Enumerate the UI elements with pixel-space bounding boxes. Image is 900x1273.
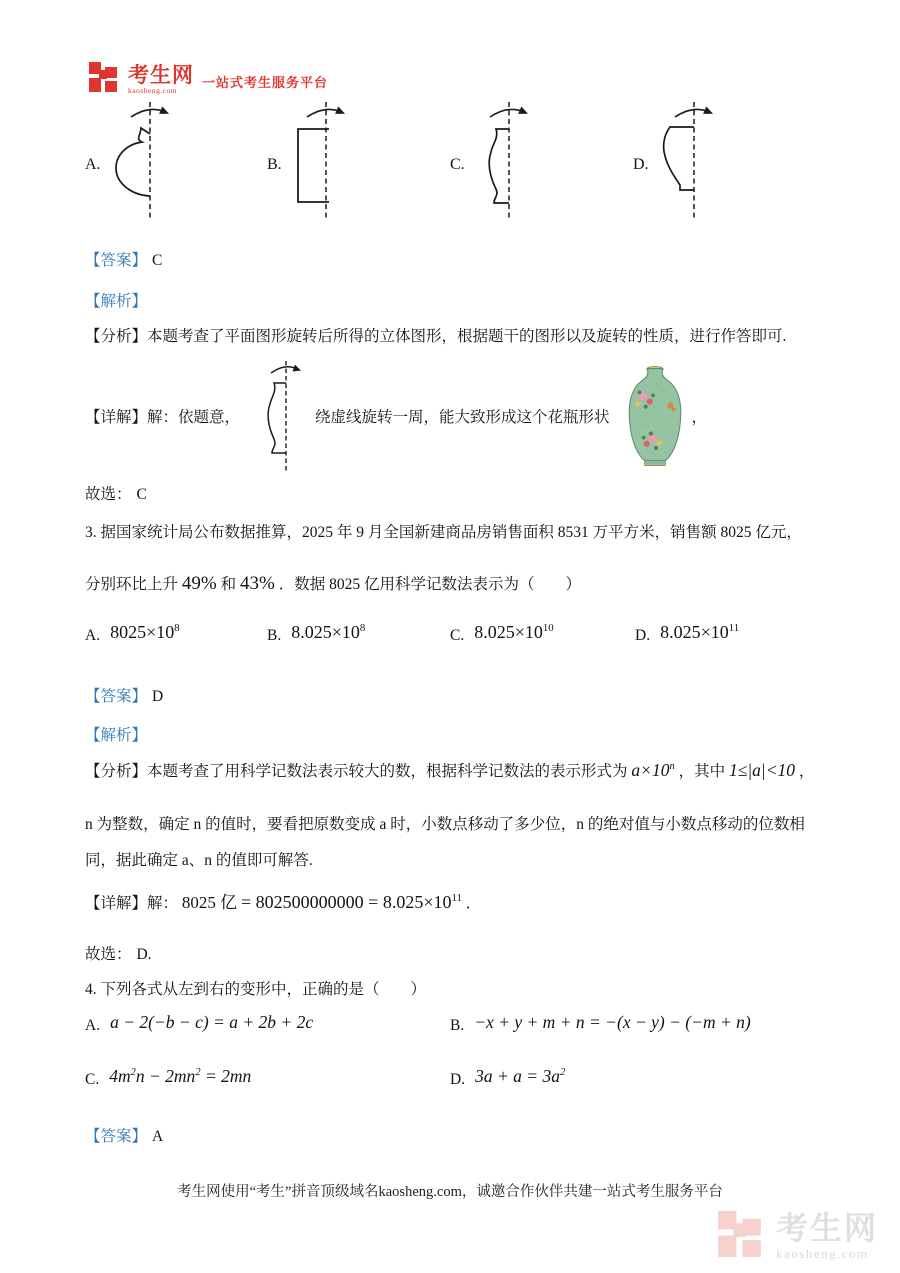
q3-option-d xyxy=(635,622,739,645)
option-formula: $4m^2n - 2mn^2 = 2mn$ xyxy=(109,1066,252,1086)
q3-answer-line xyxy=(85,684,163,706)
q2-figure-a xyxy=(95,98,175,223)
q2-conclusion-line xyxy=(85,482,147,504)
option-label: D. xyxy=(635,627,651,644)
q2-detail-figure xyxy=(246,358,306,474)
answer-value: A xyxy=(152,1128,164,1145)
q2-detail-row xyxy=(85,357,707,475)
conclusion-label: 故选： xyxy=(85,946,132,963)
q3-option-a xyxy=(85,622,180,645)
conclusion-answer: D. xyxy=(136,946,152,963)
q4-option-b xyxy=(450,1012,751,1035)
q3-detail-pre: 【详解】解： xyxy=(85,895,179,912)
answer-value: C xyxy=(152,252,163,269)
q2-detail-post: ， xyxy=(691,409,708,426)
option-formula: $8.025\times 10^8$ xyxy=(291,622,366,642)
q4-option-d xyxy=(450,1066,565,1089)
vase-photo xyxy=(622,364,688,468)
jiexi-label: 【解析】 xyxy=(85,727,148,744)
answer-value: D xyxy=(152,688,164,705)
q2-jiexi-line xyxy=(85,289,147,311)
option-formula: $8.025\times 10^{10}$ xyxy=(474,622,554,642)
header-logo xyxy=(88,60,328,94)
option-label: B. xyxy=(450,1017,465,1034)
option-formula: −x + y + m + n = −(x − y) − (−m + n) xyxy=(474,1012,751,1032)
q3-conclusion-line xyxy=(85,942,152,964)
q4-answer-line xyxy=(85,1124,163,1146)
q3-detail-line xyxy=(85,888,481,913)
watermark-logo xyxy=(716,1208,878,1260)
q3-option-c xyxy=(450,622,554,645)
q3-fenxi-formula2: 1≤|a|<10 xyxy=(728,760,796,780)
brand-tagline: 一站式考生服务平台 xyxy=(202,75,329,90)
watermark-domain: kaosheng.com xyxy=(776,1246,869,1261)
q3-pct2: 43% xyxy=(239,573,275,594)
q3-fenxi-pre: 【分析】本题考查了用科学记数法表示较大的数，根据科学记数法的表示形式为 xyxy=(85,763,628,780)
profile-shape xyxy=(298,129,329,202)
option-label: A. xyxy=(85,1017,101,1034)
conclusion-label: 故选： xyxy=(85,486,132,503)
q3-pct1: 49% xyxy=(181,573,217,594)
q3-jiexi-line xyxy=(85,723,147,745)
kaosheng-watermark-icon xyxy=(716,1208,766,1260)
brand-block xyxy=(128,62,194,95)
q2-option-b-label: B. xyxy=(267,156,282,173)
q2-answer-line xyxy=(85,248,162,270)
q3-detail-post: ． xyxy=(465,895,482,912)
footer-text: 考生网使用“考生”拼音顶级域名kaosheng.com，诚邀合作伙伴共建一站式考生服务平台 xyxy=(177,1184,723,1200)
q3-fenxi-post: ， xyxy=(798,763,815,780)
q3-fenxi-formula1: $a\times 10^n$ xyxy=(631,760,675,780)
q2-figure-c xyxy=(454,98,534,223)
q2-option-a-label: A. xyxy=(85,156,101,173)
q3-stem-line1: 3. 据国家统计局公布数据推算，2025 年 9 月全国新建商品房销售面积 8531 万平方米，销售额 8025 亿元， xyxy=(85,524,802,541)
option-formula: a − 2(−b − c) = a + 2b + 2c xyxy=(110,1012,314,1032)
q2-option-d-label: D. xyxy=(633,156,649,173)
q3-detail-num: 8025 亿 xyxy=(181,893,238,912)
q3-stem-post: ．数据 8025 亿用科学记数法表示为（ ） xyxy=(278,576,581,593)
q3-fenxi-mid: ，其中 xyxy=(678,763,726,780)
rotation-arrowhead xyxy=(293,365,302,372)
q2-detail-pre: 【详解】解：依题意， xyxy=(85,409,241,426)
q2-fenxi-line: 【分析】本题考查了平面图形旋转后所得的立体图形，根据题干的图形以及旋转的性质，进行作答即可. xyxy=(85,328,787,345)
option-label: D. xyxy=(450,1071,466,1088)
q2-option-c-label: C. xyxy=(450,156,465,173)
q3-stem-line2 xyxy=(85,572,581,595)
conclusion-answer: C xyxy=(136,486,147,503)
option-formula: $3a + a = 3a^2$ xyxy=(475,1066,566,1086)
brand-name: 考生网 xyxy=(128,62,194,87)
q4-option-c xyxy=(85,1066,251,1089)
watermark-brand: 考生网 xyxy=(776,1210,879,1246)
profile-shape xyxy=(268,383,286,453)
option-formula: $8025\times 10^8$ xyxy=(110,622,180,642)
profile-shape xyxy=(116,128,150,196)
q3-fenxi-line2: n 为整数，确定 n 的值时，要看把原数变成 a 时，小数点移动了多少位，n 的绝对值与小数点移动的位数相 xyxy=(85,816,805,833)
profile-shape xyxy=(489,129,509,203)
q3-conj: 和 xyxy=(220,576,237,593)
q4-option-a xyxy=(85,1012,313,1035)
q3-stem-pre: 分别环比上升 xyxy=(85,576,179,593)
q3-fenxi-line3: 同，据此确定 a、n 的值即可解答. xyxy=(85,852,313,869)
option-label: A. xyxy=(85,627,101,644)
option-label: B. xyxy=(267,627,282,644)
q2-figure-b xyxy=(271,98,351,223)
q3-fenxi-line1 xyxy=(85,759,875,781)
q2-detail-mid: 绕虚线旋转一周，能大致形成这个花瓶形状 xyxy=(315,409,610,426)
q4-stem: 4. 下列各式从左到右的变形中，正确的是（ ） xyxy=(85,981,427,998)
answer-label: 【答案】 xyxy=(85,1128,148,1145)
answer-label: 【答案】 xyxy=(85,252,148,269)
option-label: C. xyxy=(85,1071,100,1088)
kaosheng-logo-icon xyxy=(88,60,120,94)
q3-detail-eq: = $802500000000 = 8.025\times 10^{11}$ xyxy=(241,892,462,912)
answer-label: 【答案】 xyxy=(85,688,148,705)
option-label: C. xyxy=(450,627,465,644)
brand-domain: kaosheng.com xyxy=(128,85,178,95)
watermark-brand-block xyxy=(776,1212,878,1260)
q3-option-b xyxy=(267,622,365,645)
profile-shape xyxy=(664,127,694,190)
jiexi-label: 【解析】 xyxy=(85,293,148,310)
q2-figure-d xyxy=(639,98,719,223)
option-formula: $8.025\times 10^{11}$ xyxy=(660,622,740,642)
